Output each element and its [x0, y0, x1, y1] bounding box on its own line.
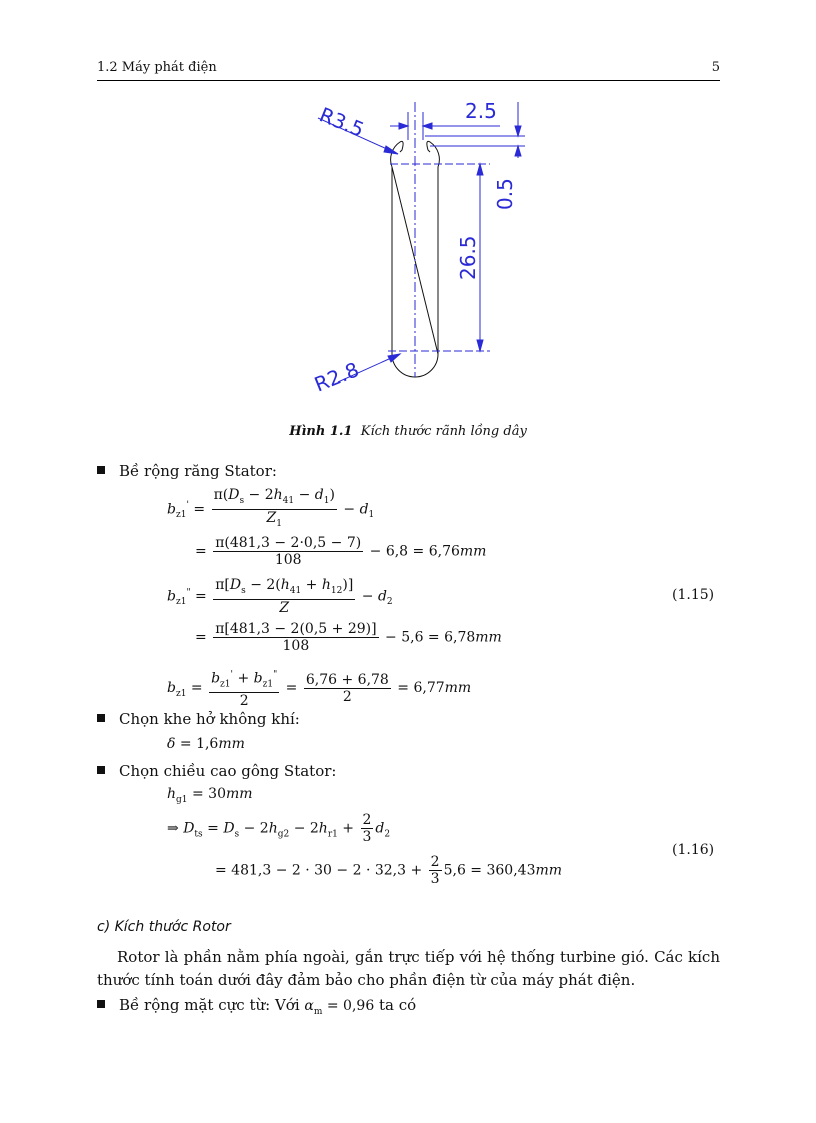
header-section: 1.2 Máy phát điện: [97, 60, 217, 75]
dim-25: 2.5: [465, 99, 497, 123]
bullet-stator-yoke-height: [97, 762, 336, 780]
eq-dts: ⇒ $D_{ts} = D_s - 2h_{g2} - 2h_{r1}$ + $\frac{2}{3}$ $d_2$: [167, 812, 391, 845]
bullet-text: Chọn chiều cao gông Stator:: [119, 762, 337, 780]
figure-caption: [0, 424, 816, 439]
equation-number-116: (1.16): [672, 842, 715, 858]
caption-label: Hình 1.1: [289, 424, 353, 439]
bullet-icon: [97, 1000, 105, 1008]
bullet-icon: [97, 766, 105, 774]
page-number: 5: [711, 60, 720, 75]
eq-bz1-double-prime: $b_{z1}^"$ = $\frac{\pi[D_s - 2(h_{41} + h_{12})]}{Z}$ − $d_2$: [167, 577, 393, 616]
eq-delta: δ = 1,6mm: [167, 736, 245, 752]
dim-r35: R3.5: [316, 102, 368, 142]
bullet-air-gap: [97, 710, 300, 728]
bullet-text: Chọn khe hở không khí:: [119, 710, 300, 728]
bullet-stator-tooth-width: [97, 462, 277, 480]
eq-dts-value: = 481,3 − 2 · 30 − 2 · 32,3 + $\frac{2}{3}$ 5,6 = 360,43mm: [215, 854, 563, 887]
eq-bz1-prime-value: = $\frac{\pi(481,3 - 2\cdot 0,5 - 7)}{108}$ − 6,8 = 6,76mm: [195, 535, 487, 568]
bullet-text: Bề rộng mặt cực từ: Với: [119, 996, 300, 1014]
eq-bz1-average: $b_{z1}$ = $\frac{b_{z1}' + b_{z1}^"}{2}$ = $\frac{6,76 + 6,78}{2}$ = 6,77mm: [167, 667, 471, 709]
bullet-pole-face-width: Bề rộng mặt cực từ: Với $\alpha_m = 0,96$ ta có: [97, 996, 416, 1017]
slot-dimension-figure: [300, 92, 540, 412]
eq-bz1-double-prime-value: = $\frac{\pi[481,3 - 2(0,5 + 29)]}{108}$ − 5,6 = 6,78mm: [195, 621, 502, 654]
page-header: [97, 58, 720, 81]
dim-265: 26.5: [456, 235, 480, 280]
bullet-icon: [97, 466, 105, 474]
eq-bz1-prime: $b_{z1}'$ = $\frac{\pi(D_s - 2h_{41} - d_1)}{Z_1}$ − $d_1$: [167, 487, 375, 529]
caption-text: Kích thước rãnh lồng dây: [360, 424, 527, 439]
rotor-paragraph: Rotor là phần nằm phía ngoài, gắn trực tiếp với hệ thống turbine gió. Các kích thước tính toán dưới đây đảm bảo cho phần điện từ của máy phát điện.: [97, 948, 720, 989]
section-title: c) Kích thước Rotor: [97, 919, 231, 935]
eq-hg1: $h_{g1} = 30mm$: [167, 786, 253, 805]
dim-r28: R2.8: [310, 357, 363, 397]
dim-05: 0.5: [493, 178, 517, 210]
bullet-icon: [97, 714, 105, 722]
equation-number-115: (1.15): [672, 587, 715, 603]
bullet-text: Bề rộng răng Stator:: [119, 462, 277, 480]
